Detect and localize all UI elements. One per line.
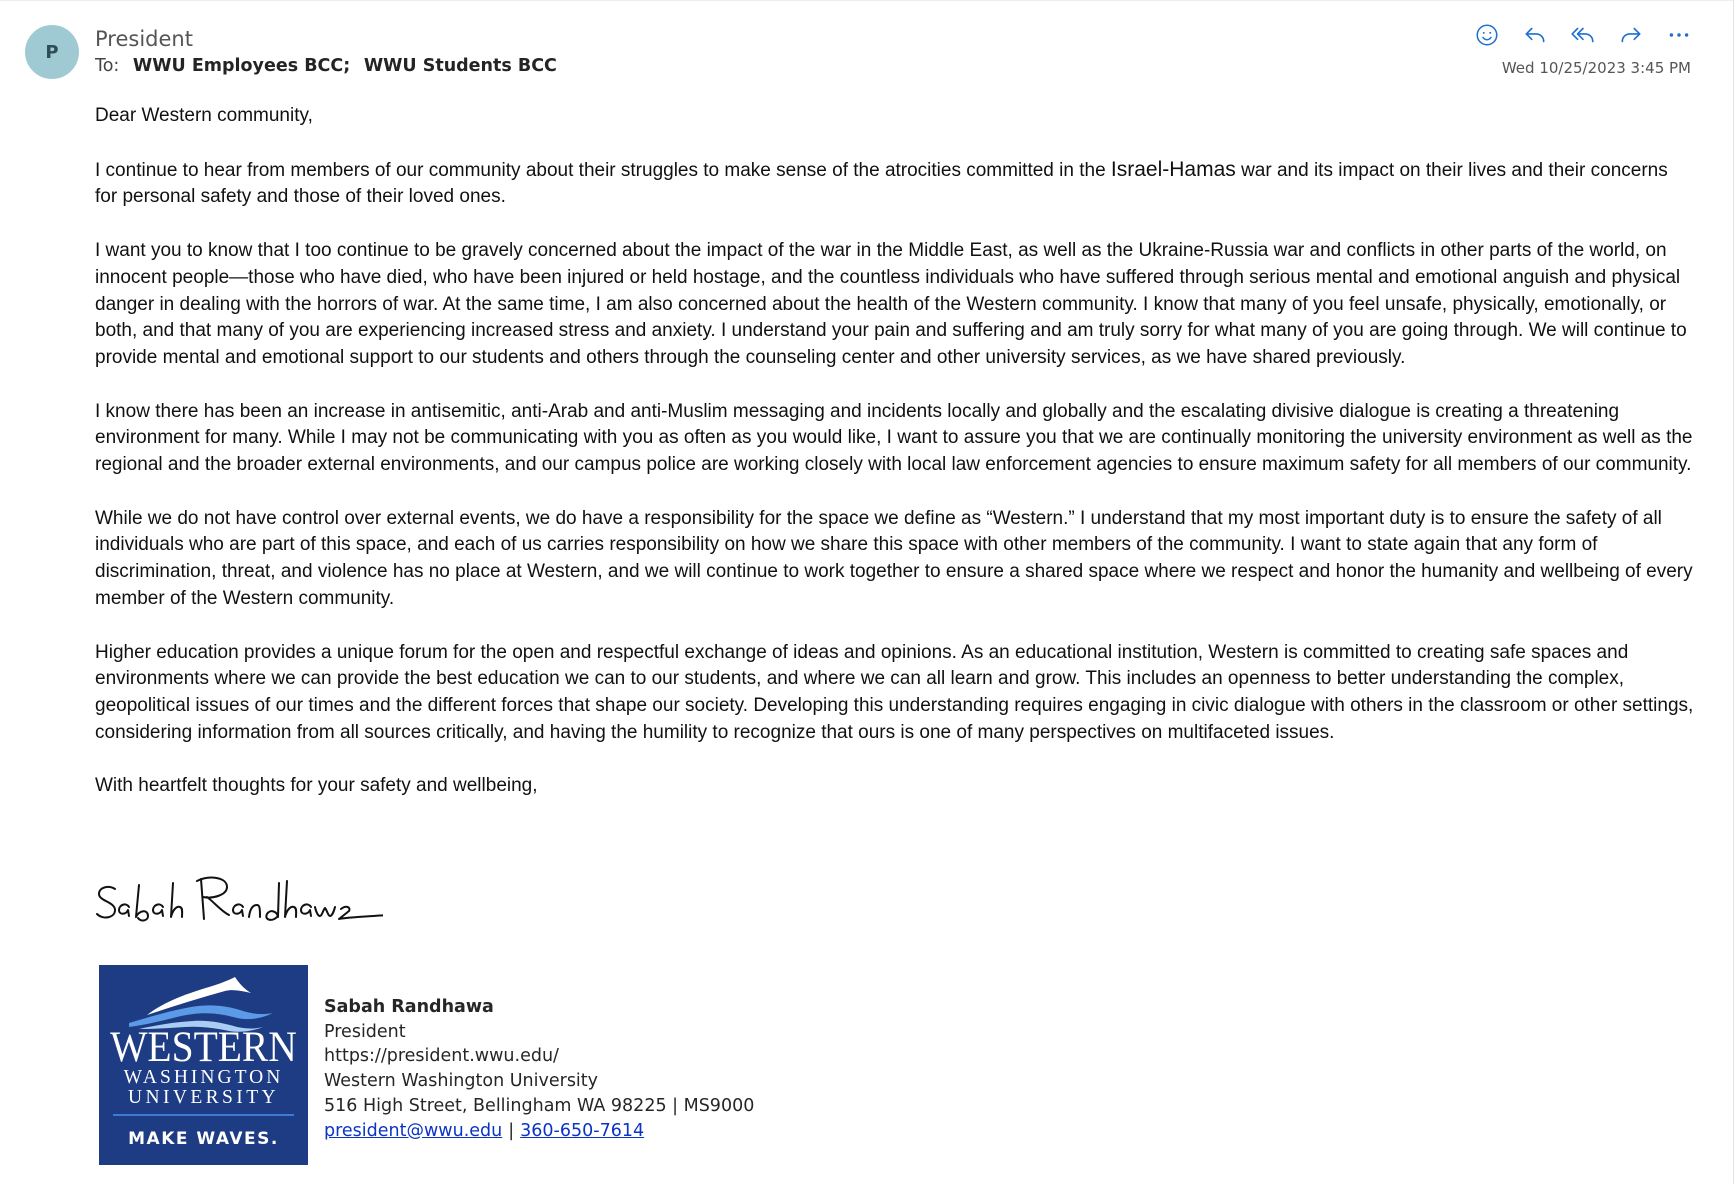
reply-all-button[interactable] [1569,21,1597,49]
signature-block [324,995,754,1143]
forward-button[interactable] [1617,21,1645,49]
signature-website: https://president.wwu.edu/ [324,1046,559,1067]
signature-organization: Western Washington University [324,1071,599,1092]
message-body [95,103,1695,827]
smiley-icon [1474,22,1500,48]
signature-title: President [324,1021,406,1042]
recipient-students[interactable]: WWU Students BCC [363,56,557,76]
avatar[interactable] [25,25,79,79]
greeting: Dear Western community, [95,105,313,126]
message-timestamp: Wed 10/25/2023 3:45 PM [1501,59,1691,77]
emoji-reaction-button[interactable] [1473,21,1501,49]
paragraph-3: I know there has been an increase in antisemitic, anti-Arab and anti-Muslim messaging and incidents locally and globally and the escalating divisive dialogue is creating a threatening environment for many. While I may not be communicating with you as often as you would like, I want to assure you that we are continually monitoring the university environment as well as the regional and the broader external environments, and our campus police are working closely with local law enforcement agencies to ensure maximum safety for all members of our community. [95,400,1693,476]
email-link[interactable]: president@wwu.edu [324,1120,503,1141]
signature-name: Sabah Randhawa [324,997,494,1017]
signature-contact [324,1119,754,1144]
reply-button[interactable] [1521,21,1549,49]
reply-all-icon [1570,22,1596,48]
signature-address: 516 High Street, Bellingham WA 98225 | MS9000 [324,1095,755,1116]
logo-washington: WASHINGTON [123,1067,284,1088]
university-logo [99,965,308,1165]
handwritten-signature [93,871,383,941]
to-label: To: [95,56,120,76]
more-actions-button[interactable] [1665,21,1693,49]
closing: With heartfelt thoughts for your safety and wellbeing, [95,775,538,797]
recipients-line [95,56,557,76]
phone-link[interactable]: 360-650-7614 [520,1120,645,1141]
reply-icon [1522,22,1548,48]
paragraph-2: I want you to know that I too continue to be gravely concerned about the impact of the war in the Middle East, as well as the Ukraine-Russia war and conflicts in other parts of the world, on innocent people—those who have died, who have been injured or held hostage, and the countless individuals who have suffered through serious mental and emotional anguish and physical danger in dealing with the horrors of war. At the same time, I am also concerned about the health of the Western community. I know that many of you feel unsafe, physically, emotionally, or both, and that many of you are experiencing increased stress and anxiety. I understand your pain and suffering and am truly sorry for what many of you are going through. We will continue to provide mental and emotional support to our students and others through the counseling center and other university services, as we have shared previously. [95,240,1687,368]
sender-name[interactable]: President [95,27,193,51]
logo-university: UNIVERSITY [128,1087,279,1108]
contact-separator: | [508,1120,515,1141]
paragraph-4: While we do not have control over external events, we do have a responsibility for the space we define as “Western.” I understand that my most important duty is to ensure the safety of all individuals who are part of this space, and each of us carries responsibility on how we share this space with other members of the community. I want to state again that any form of discrimination, threat, and violence has no place at Western, and we will continue to work together to ensure a shared space where we respect and honor the humanity and wellbeing of every member of the Western community. [95,507,1693,609]
logo-divider [113,1114,294,1116]
logo-tagline: MAKE WAVES. [128,1129,279,1149]
paragraph-5: Higher education provides a unique forum for the open and respectful exchange of ideas and opinions. As an educational institution, Western is committed to creating safe spaces and environments where we can provide the best education we can to our students, and where we can all learn and grow. This includes an openness to better understanding the complex, geopolitical issues of our times and the different forces that shape our society. Developing this understanding requires engaging in civic dialogue with others in the classroom or other settings, considering information from all sources critically, and having the humility to recognize that ours is one of many perspectives on multifaceted issues. [95,641,1694,743]
recipient-employees[interactable]: WWU Employees BCC; [132,56,351,76]
forward-icon [1618,22,1644,48]
highlight-term: Israel-Hamas [1110,157,1236,181]
more-icon [1666,22,1692,48]
message-actions [1473,21,1693,49]
logo-western: WESTERN [110,1024,297,1071]
paragraph-1: I continue to hear from members of our community about their struggles to make sense of the atrocities committed in the Israel-Hamas war and its impact on their lives and their concerns for personal safety and those of their loved ones. [95,157,1668,208]
avatar-initial: P [45,41,59,63]
